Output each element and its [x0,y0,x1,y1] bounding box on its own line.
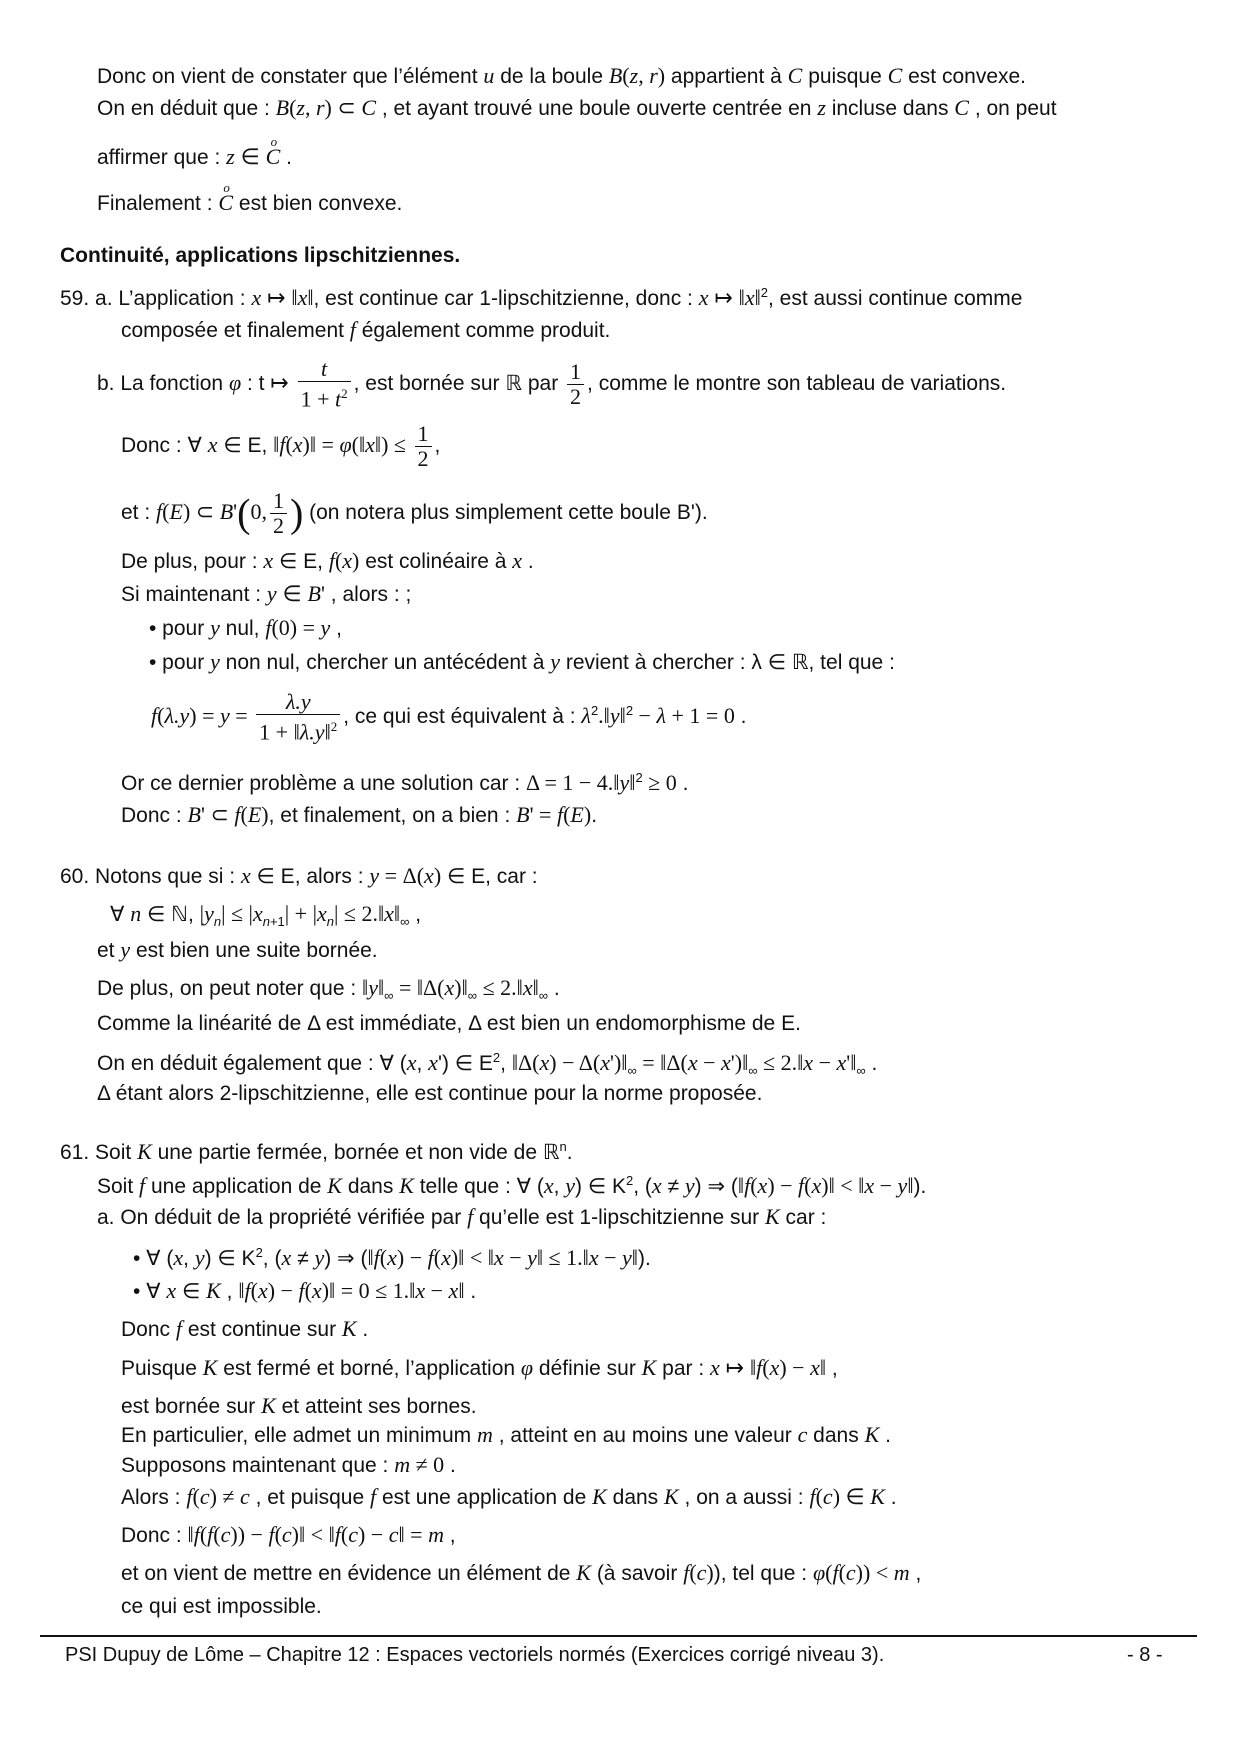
text-line: On en déduit que : B(z, r) ⊂ C , et ayant trouvé une boule ouverte centrée en z incluse dans C , on peut [97,95,1057,120]
text-line: Donc on vient de constater que l’élément u de la boule B(z, r) appartient à C puisque C est convexe. [97,63,1027,88]
text-line: On en déduit également que : ∀ (x, x') ∈ $E^2$, ‖Δ(x) − $\Delta(x')‖_\infty$ = ‖Δ(x − $x')‖_\infty$ ≤ 2.‖x − $x'‖_\infty$ . [97,1050,878,1079]
text-line: Donc : B' ⊂ f(E), et finalement, on a bien : B' = f(E). [121,802,598,827]
text-line: et : f(E) ⊂ B'(0, $\frac{1}{2}$ ) (on notera plus simplement cette boule B'). [121,487,708,538]
text-line: ce qui est impossible. [121,1595,322,1618]
text-line: et y est bien une suite bornée. [97,937,378,962]
text-line: Puisque K est fermé et borné, l’application φ définie sur K par : x ↦ ‖f(x) − x‖ , [121,1355,838,1380]
text-line: b. La fonction φ : t ↦ $\frac{t}{1 + t^2}$ , est bornée sur ℝ par $\frac{1}{2}$ , comme le montre son tableau de variations. [97,356,1007,412]
text-line: Comme la linéarité de Δ est immédiate, Δ est bien un endomorphisme de E. [97,1012,801,1035]
text-line: est bornée sur K et atteint ses bornes. [121,1393,477,1418]
footer-rule [40,1635,1197,1637]
text-line: 59. a. L’application : x ↦ ‖x‖, est continue car 1-lipschitzienne, donc : x ↦ ‖x‖$^2$, est aussi continue comme [60,285,1023,310]
page-number: - 8 - [1127,1644,1163,1666]
text-line: De plus, on peut noter que : $‖y‖_\infty$ = $‖\Delta(x)‖_\infty$ ≤ $2.‖x‖_\infty$ . [97,975,560,1004]
text-line: Supposons maintenant que : m ≠ 0 . [121,1452,456,1477]
text-line: f(λ.y) = y = $\frac{\lambda.y}{1 + ‖\lambda.y‖^2}$ , ce qui est équivalent à : $\lambda^2.‖y‖^2 - \lambda + 1 = 0$ . [151,689,747,745]
text-line: • ∀ x ∈ K , ‖f(x) − f(x)‖ = 0 ≤ 1.‖x − x‖ . [133,1278,477,1303]
text-line: En particulier, elle admet un minimum m , atteint en au moins une valeur c dans K . [121,1422,891,1447]
text-line: 60. Notons que si : x ∈ E, alors : y = Δ(x) ∈ E, car : [60,863,538,888]
text-line: • pour y nul, f(0) = y , [149,615,342,640]
text-line: a. On déduit de la propriété vérifiée par f qu’elle est 1-lipschitzienne sur K car : [97,1204,827,1229]
text-line: Δ étant alors 2-lipschitzienne, elle est continue pour la norme proposée. [97,1082,763,1105]
text-line: Donc f est continue sur K . [121,1316,369,1341]
text-line: Soit f une application de K dans K telle que : ∀ (x, y) ∈ $K^2$, (x ≠ y) ⇒ (‖f(x) − f(x)‖ < ‖x − y‖). [97,1173,927,1198]
text-line: Or ce dernier problème a une solution car : Δ = 1 − 4.‖y‖$^2$ ≥ 0 . [121,770,689,795]
footer-title: PSI Dupuy de Lôme – Chapitre 12 : Espaces vectoriels normés (Exercices corrigé niveau 3). [65,1644,885,1666]
text-line: affirmer que : z ∈ o C . [97,144,292,171]
text-line: Finalement : o C est bien convexe. [97,190,402,217]
text-line: Donc : ‖f(f(c)) − f(c)‖ < ‖f(c) − c‖ = m , [121,1522,456,1547]
text-line: composée et finalement f également comme produit. [121,317,611,342]
text-line: 61. Soit K une partie fermée, bornée et non vide de ℝ$^n$. [60,1139,573,1164]
text-line: et on vient de mettre en évidence un élément de K (à savoir f(c)), tel que : φ(f(c)) < m , [121,1560,922,1585]
section-heading: Continuité, applications lipschitziennes. [60,244,461,267]
text-line: Donc : ∀ x ∈ E, ‖f(x)‖ = φ(‖x‖) ≤ $\frac{1}{2}$ , [121,420,441,471]
text-line: Alors : f(c) ≠ c , et puisque f est une application de K dans K , on a aussi : f(c) ∈ K . [121,1484,897,1509]
text-line: ∀ n ∈ ℕ, $|y_n| \le |x_{n+1}| + |x_n|$ ≤ $2.‖x‖_\infty$ , [110,901,422,930]
text-line: • ∀ (x, y) ∈ $K^2$, (x ≠ y) ⇒ (‖f(x) − f(x)‖ < ‖x − y‖ ≤ 1.‖x − y‖). [133,1245,651,1270]
text-line: • pour y non nul, chercher un antécédent à y revient à chercher : λ ∈ ℝ, tel que : [149,649,895,674]
text-line: De plus, pour : x ∈ E, f(x) est colinéaire à x . [121,548,534,573]
text-line: Si maintenant : y ∈ B' , alors : ; [121,581,412,606]
